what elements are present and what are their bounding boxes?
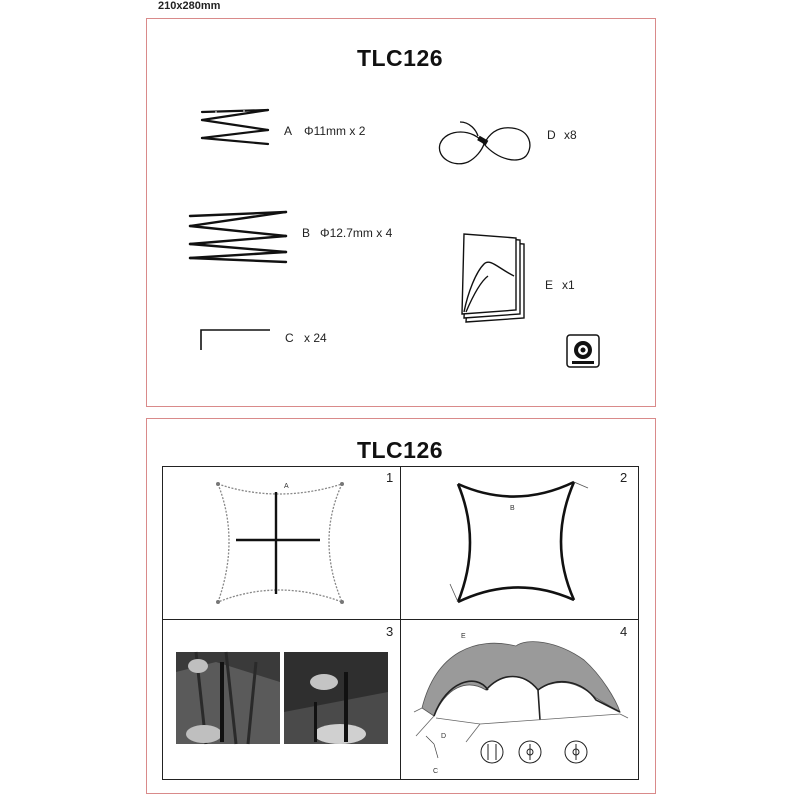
- callout-d: D: [441, 733, 447, 740]
- part-b-spec: Φ12.7mm x 4: [320, 226, 393, 240]
- callout-c: C: [433, 768, 439, 775]
- part-e-spec: x1: [562, 278, 575, 292]
- peg-icon: [196, 326, 276, 354]
- step-3-photo-left: [176, 652, 280, 744]
- part-a-letter: A: [284, 124, 293, 138]
- step-4-diagram: [406, 632, 634, 778]
- step-3-number: 3: [386, 624, 394, 639]
- part-b-letter: B: [302, 226, 311, 240]
- part-c-spec: x 24: [304, 331, 327, 345]
- part-d-spec: x8: [564, 128, 577, 142]
- part-a-spec: Φ11mm x 2: [304, 124, 366, 138]
- pole-a-icon: [196, 106, 276, 148]
- step-3-photo-right: [284, 652, 388, 744]
- callout-e: E: [461, 633, 466, 640]
- safety-mark-icon: [566, 334, 600, 368]
- step-1-number: 1: [386, 470, 394, 485]
- part-d-letter: D: [547, 128, 556, 142]
- guy-rope-icon: [434, 118, 536, 174]
- step-4-number: 4: [620, 624, 628, 639]
- part-e-letter: E: [545, 278, 554, 292]
- step-1-diagram: [206, 474, 356, 614]
- page-size-label: 210x280mm: [158, 0, 221, 12]
- parts-list-title: TLC126: [356, 45, 444, 71]
- callout-b: B: [510, 505, 515, 512]
- pole-b-icon: [184, 208, 292, 264]
- callout-a: A: [284, 483, 289, 490]
- step-2-number: 2: [620, 470, 628, 485]
- step-2-diagram: [446, 474, 596, 614]
- part-c-letter: C: [285, 331, 294, 345]
- assembly-title: TLC126: [356, 437, 444, 463]
- canopy-icon: [458, 232, 530, 326]
